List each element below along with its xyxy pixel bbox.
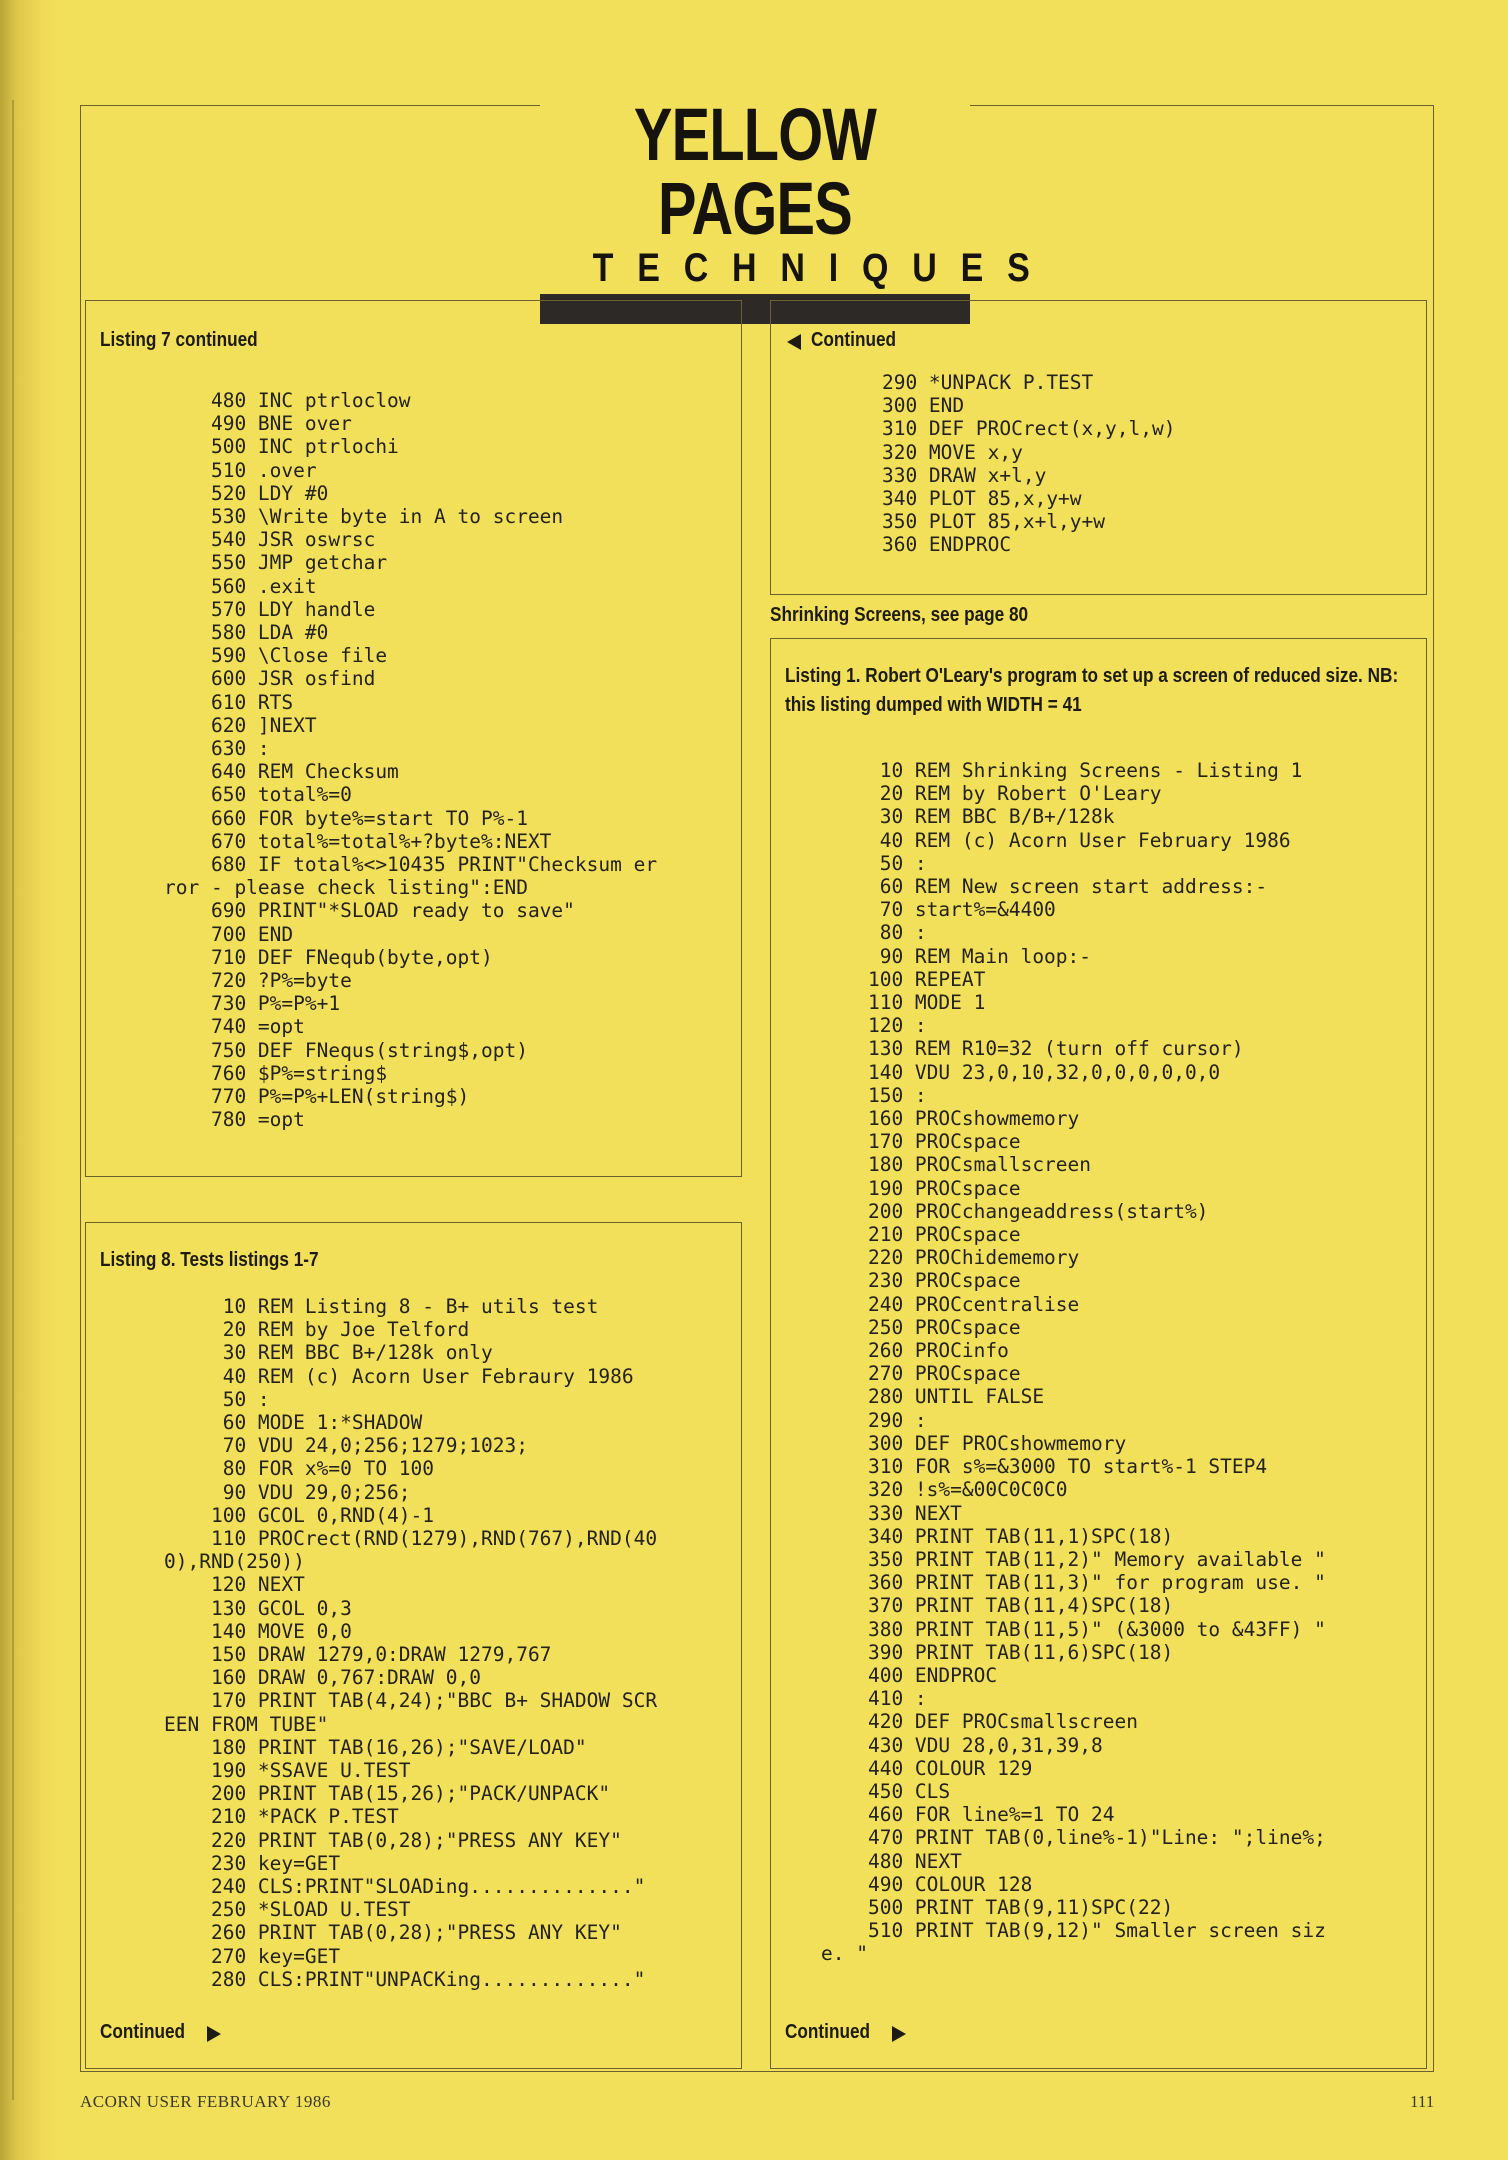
- shrinking-heading-line2: this listing dumped with WIDTH = 41: [785, 694, 1082, 716]
- footer-publication: ACORN USER FEBRUARY 1986: [80, 2092, 331, 2111]
- masthead-subtitle: TECHNIQUES: [592, 246, 1054, 290]
- page-spine: [0, 0, 58, 2160]
- continued-heading: Continued: [811, 329, 897, 351]
- shrinking-continued: [785, 2021, 906, 2044]
- masthead: [540, 93, 1054, 290]
- listing7-code: 480 INC ptrloclow 490 BNE over 500 INC ptrlochi 510 .over 520 LDY #0 530 \Write byte in A to screen 540 JSR oswrsc 550 JMP getchar 560 .exit 570 LDY handle 580 LDA #0 590 \Close file 600 JSR osfind 610 RTS 620 ]NEXT 630 : 640 REM Checksum 650 total%=0 660 FOR byte%=start TO P%-1 670 total%=total%+?byte%:NEXT 680 IF total%<>10435 PRINT"Checksum er ror - please check listing":END 690 PRINT"*SLOAD ready to save" 700 END 710 DEF FNequb(byte,opt) 720 ?P%=byte 730 P%=P%+1 740 =opt 750 DEF FNequs(string$,opt) 760 $P%=string$ 770 P%=P%+LEN(string$) 780 =opt: [164, 389, 658, 1132]
- listing8-code: 10 REM Listing 8 - B+ utils test 20 REM by Joe Telford 30 REM BBC B+/128k only 40 REM (c) Acorn User Febraury 1986 50 : 60 MODE 1:*SHADOW 70 VDU 24,0;256;1279;1023; 80 FOR x%=0 TO 100 90 VDU 29,0;256; 100 GCOL 0,RND(4)-1 110 PROCrect(RND(1279),RND(767),RND(40 0),RND(250)) 120 NEXT 130 GCOL 0,3 140 MOVE 0,0 150 DRAW 1279,0:DRAW 1279,767 160 DRAW 0,767:DRAW 0,0 170 PRINT TAB(4,24);"BBC B+ SHADOW SCR EEN FROM TUBE" 180 PRINT TAB(16,26);"SAVE/LOAD" 190 *SSAVE U.TEST 200 PRINT TAB(15,26);"PACK/UNPACK" 210 *PACK P.TEST 220 PRINT TAB(0,28);"PRESS ANY KEY" 230 key=GET 240 CLS:PRINT"SLOADing.............." 250 *SLOAD U.TEST 260 PRINT TAB(0,28);"PRESS ANY KEY" 270 key=GET 280 CLS:PRINT"UNPACKing.............": [164, 1295, 658, 1991]
- listing8-box: [85, 1222, 742, 2069]
- shrinking-section: [770, 604, 1070, 627]
- shrinking-heading-line1: Listing 1. Robert O'Leary's program to set up a screen of reduced size. NB:: [785, 665, 1399, 687]
- shrinking-section-title: Shrinking Screens, see page 80: [770, 604, 1029, 626]
- listing7-heading: Listing 7 continued: [100, 329, 258, 351]
- triangle-left-icon: [787, 334, 801, 350]
- shrinking-heading: [785, 665, 1498, 717]
- continued-label: Continued: [100, 2021, 186, 2043]
- continued-code: 290 *UNPACK P.TEST 300 END 310 DEF PROCrect(x,y,l,w) 320 MOVE x,y 330 DRAW x+l,y 340 PLOT 85,x,y+w 350 PLOT 85,x+l,y+w 360 ENDPROC: [881, 371, 1176, 557]
- continued-heading-row: [787, 329, 910, 352]
- spine-edge: [12, 100, 14, 2100]
- shrinking-listing-box: [770, 638, 1427, 2069]
- listing8-heading: Listing 8. Tests listings 1-7: [100, 1249, 319, 1271]
- triangle-right-icon: [892, 2026, 906, 2042]
- shrinking-code: 10 REM Shrinking Screens - Listing 1 20 REM by Robert O'Leary 30 REM BBC B/B+/128k 40 REM (c) Acorn User February 1986 50 : 60 REM New screen start address:- 70 start%=&4400 80 : 90 REM Main loop:- 100 REPEAT 110 MODE 1 120 : 130 REM R10=32 (turn off cursor) 140 VDU 23,0,10,32,0,0,0,0,0,0 150 : 160 PROCshowmemory 170 PROCspace 180 PROCsmallscreen 190 PROCspace 200 PROCchangeaddress(start%) 210 PROCspace 220 PROChidememory 230 PROCspace 240 PROCcentralise 250 PROCspace 260 PROCinfo 270 PROCspace 280 UNTIL FALSE 290 : 300 DEF PROCshowmemory 310 FOR s%=&3000 TO start%-1 STEP4 320 !s%=&00C0C0C0 330 NEXT 340 PRINT TAB(11,1)SPC(18) 350 PRINT TAB(11,2)" Memory available " 360 PRINT TAB(11,3)" for program use. " 370 PRINT TAB(11,4)SPC(18) 380 PRINT TAB(11,5)" (&3000 to &43FF) " 390 PRINT TAB(11,6)SPC(18) 400 ENDPROC 410 : 420 DEF PROCsmallscreen 430 VDU 28,0,31,39,8 440 COLOUR 129 450 CLS 460 FOR line%=1 TO 24 470 PRINT TAB(0,line%-1)"Line: ";line%; 480 NEXT 490 COLOUR 128 500 PRINT TAB(9,11)SPC(22) 510 PRINT TAB(9,12)" Smaller screen siz e. ": [821, 759, 1326, 1966]
- listing7-box: [85, 300, 742, 1177]
- listing8-continued-box: [770, 300, 1427, 595]
- footer-page-number: 111: [1410, 2092, 1435, 2111]
- masthead-title: YELLOW PAGES: [633, 93, 877, 250]
- listing8-continued: [100, 2021, 221, 2044]
- continued-label: Continued: [785, 2021, 871, 2043]
- triangle-right-icon: [207, 2026, 221, 2042]
